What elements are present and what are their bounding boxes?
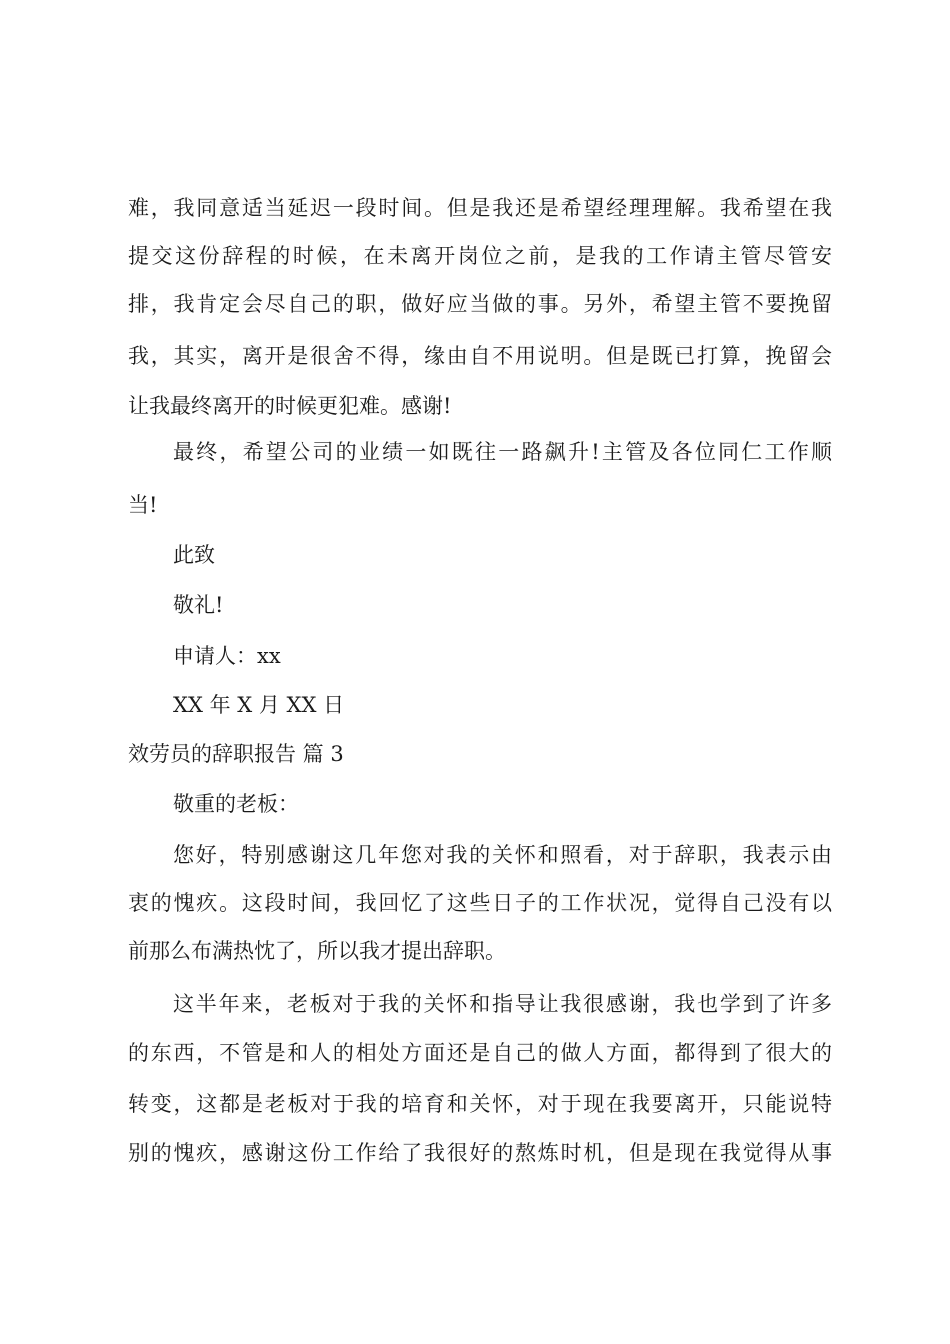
closing-text: 此致	[173, 543, 215, 567]
paragraph-line: 这半年来，老板对于我的关怀和指导让我很感谢，我也学到了许多	[173, 992, 832, 1016]
paragraph-line: 难，我同意适当延迟一段时间。但是我还是希望经理理解。我希望在我	[128, 196, 832, 220]
salute-text: 敬礼!	[173, 593, 224, 617]
paragraph-line: 让我最终离开的时候更犯难。感谢!	[128, 394, 452, 418]
paragraph-line: 衷的愧疚。这段时间，我回忆了这些日子的工作状况，觉得自己没有以	[128, 891, 832, 915]
paragraph-line: 您好，特别感谢这几年您对我的关怀和照看，对于辞职，我表示由	[173, 843, 832, 867]
paragraph-line: 我，其实，离开是很舍不得，缘由自不用说明。但是既已打算，挽留会	[128, 344, 832, 368]
greeting-text: 敬重的老板：	[173, 792, 299, 816]
paragraph-line: 前那么布满热忱了，所以我才提出辞职。	[128, 939, 506, 963]
date-text: XX 年 X 月 XX 日	[173, 693, 345, 717]
paragraph-line: 别的愧疚，感谢这份工作给了我很好的熬炼时机，但是现在我觉得从事	[128, 1141, 832, 1165]
paragraph-line: 转变，这都是老板对于我的培育和关怀，对于现在我要离开，只能说特	[128, 1092, 832, 1116]
applicant-text: 申请人：xx	[173, 644, 281, 668]
section-title: 效劳员的辞职报告 篇 3	[128, 742, 344, 766]
paragraph-line: 最终，希望公司的业绩一如既往一路飙升!主管及各位同仁工作顺	[173, 440, 832, 464]
paragraph-line: 的东西，不管是和人的相处方面还是自己的做人方面，都得到了很大的	[128, 1041, 832, 1065]
paragraph-line: 当!	[128, 493, 158, 517]
paragraph-line: 提交这份辞程的时候，在未离开岗位之前，是我的工作请主管尽管安	[128, 244, 832, 268]
paragraph-line: 排，我肯定会尽自己的职，做好应当做的事。另外，希望主管不要挽留	[128, 292, 832, 316]
